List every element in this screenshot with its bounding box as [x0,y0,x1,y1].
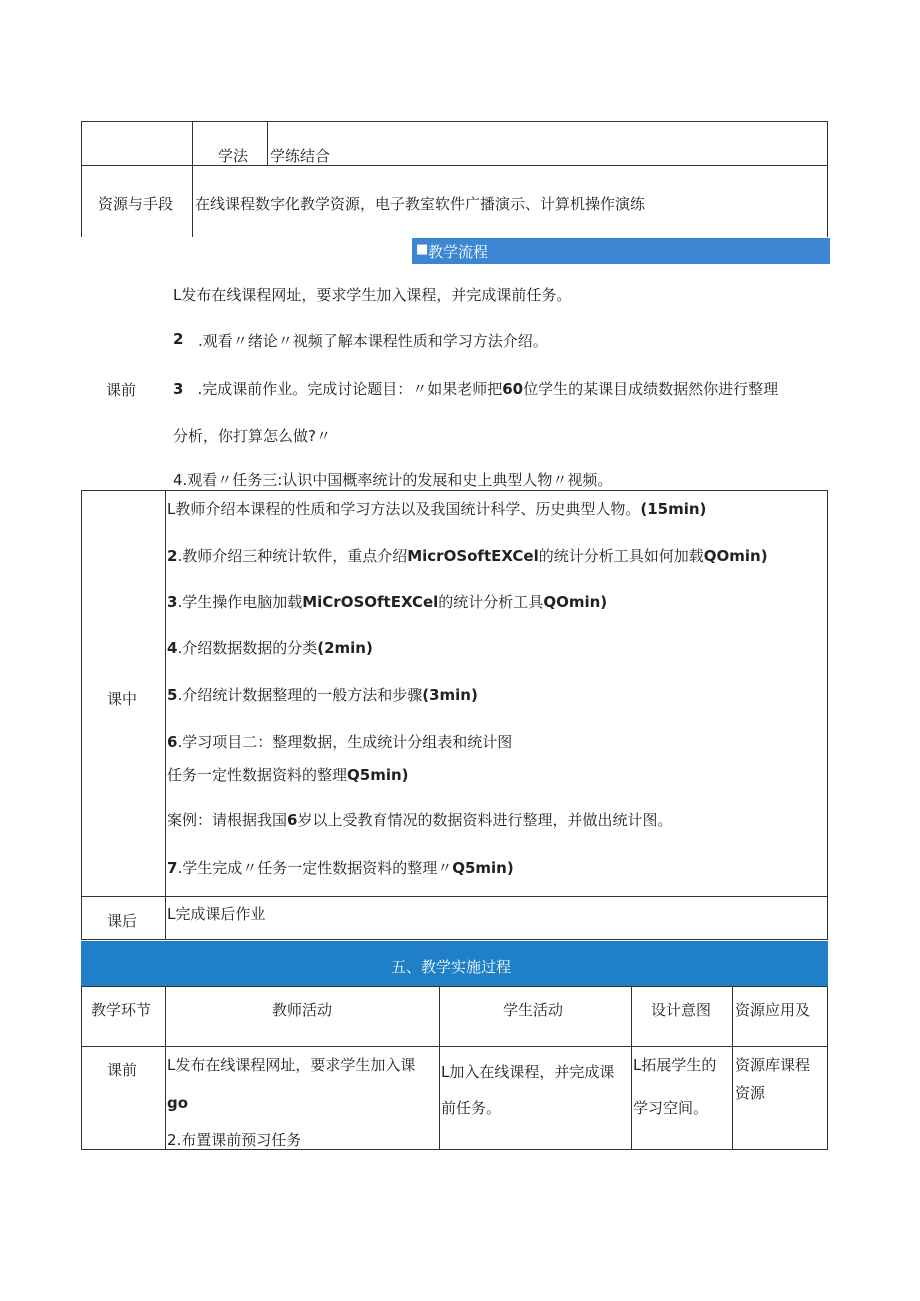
row-resource-line-2: 资源 [735,1084,766,1102]
header-design-intent: 设计意图 [651,1001,712,1019]
row-teacher-line-2: go [167,1094,189,1112]
row-resource-line-1: 资源库课程 [735,1056,811,1074]
pre-class-item-3-cont: 分析，你打算怎么做?〃 [173,427,331,445]
pre-class-item-3: 3 .完成课前作业。完成讨论题目：〃如果老师把60位学生的某课目成绩数据然你进行整理 [173,380,779,398]
in-class-item-7: 7.学生完成〃任务一定性数据资料的整理〃Q5min) [167,859,514,877]
pre-class-item-1: L发布在线课程网址，要求学生加入课程，并完成课前任务。 [173,286,572,304]
row-stage: 课前 [107,1061,138,1079]
resource-value: 在线课程数字化教学资源，电子教室软件广播演示、计算机操作演练 [195,195,646,213]
banner-bullet-icon: ■ [416,242,429,257]
row-teacher-line-1: L发布在线课程网址，要求学生加入课 [167,1056,416,1074]
row-intent-line-1: L拓展学生的 [633,1056,717,1074]
xuefa-label: 学法 [218,147,249,165]
in-class-label: 课中 [107,690,138,708]
post-class-item: L完成课后作业 [167,905,266,923]
header-student-activity: 学生活动 [503,1001,564,1019]
in-class-item-5: 5.介绍统计数据整理的一般方法和步骤(3min) [167,686,478,704]
banner-title: 教学流程 [428,243,489,261]
row-teacher-line-3: 2.布置课前预习任务 [167,1131,302,1149]
pre-class-label: 课前 [106,381,137,399]
section-5-title: 五、教学实施过程 [391,958,512,976]
pre-class-item-4: 4.观看〃任务三:认识中国概率统计的发展和史上典型人物〃视频。 [173,471,613,489]
in-class-item-4: 4.介绍数据数据的分类(2min) [167,639,373,657]
in-class-item-1: L教师介绍本课程的性质和学习方法以及我国统计科学、历史典型人物。(15min) [167,500,707,518]
header-resources: 资源应用及 [735,1001,811,1019]
section-5-band [81,941,828,986]
row-intent-line-2: 学习空间。 [633,1099,709,1117]
row-student-line-2: 前任务。 [441,1099,502,1117]
in-class-case: 案例：请根据我国6岁以上受教育情况的数据资料进行整理，并做出统计图。 [167,811,673,829]
in-class-item-6: 6.学习项目二：整理数据，生成统计分组表和统计图 [167,733,513,751]
resource-label: 资源与手段 [98,195,174,213]
in-class-item-2: 2.教师介绍三种统计软件，重点介绍MicrOSoftEXCel的统计分析工具如何加载QOmin) [167,547,768,565]
in-class-item-3: 3.学生操作电脑加载MiCrOSOftEXCel的统计分析工具QOmin) [167,593,608,611]
xuefa-value: 学练结合 [270,147,331,165]
in-class-item-6-task: 任务一定性数据资料的整理Q5min) [167,766,409,784]
pre-class-item-2: .观看〃绪论〃视频了解本课程性质和学习方法介绍。 [198,332,548,350]
row-student-line-1: L加入在线课程，并完成课 [441,1063,615,1081]
header-teacher-activity: 教师活动 [272,1001,333,1019]
teaching-flow-banner [412,238,830,264]
header-stage: 教学环节 [91,1001,152,1019]
post-class-label: 课后 [107,912,138,930]
pre-class-item-2-num: 2 [173,330,184,348]
